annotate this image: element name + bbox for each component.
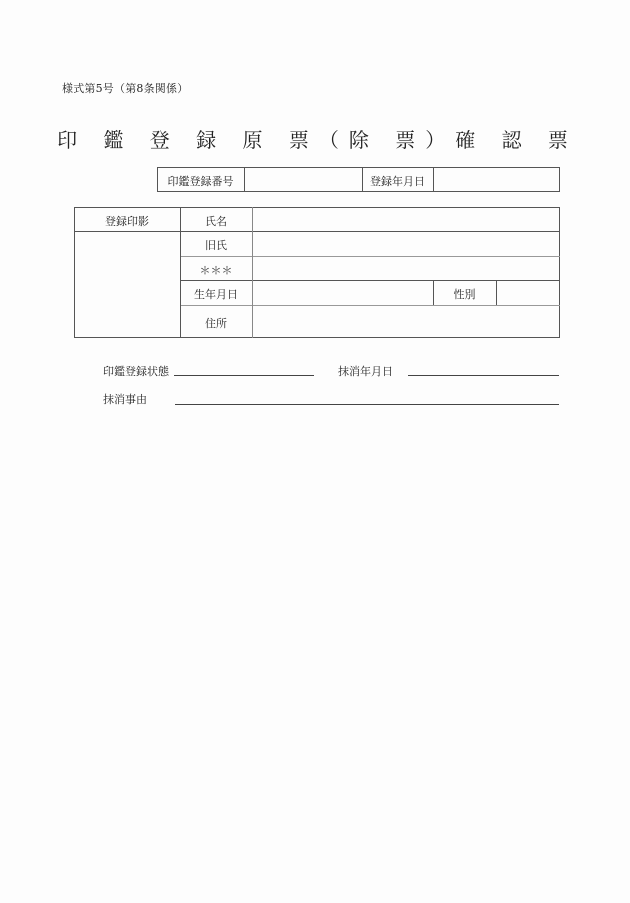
page-title: 印 鑑 登 録 原 票（除 票）確 認 票 [57, 128, 578, 152]
seal-number-field[interactable] [245, 168, 362, 191]
birth-date-label: 生年月日 [194, 288, 238, 301]
masked-field[interactable] [253, 257, 559, 280]
former-surname-field[interactable] [253, 232, 559, 256]
registration-status-line[interactable] [174, 375, 314, 376]
seal-impression-label: 登録印影 [105, 215, 149, 228]
registration-status-label: 印鑑登録状態 [103, 365, 169, 378]
form-number: 様式第5号（第8条関係） [62, 82, 189, 95]
table-border [74, 337, 560, 338]
table-border [157, 191, 560, 192]
registration-date-field[interactable] [434, 168, 559, 191]
table-border [559, 207, 560, 338]
former-surname-label: 旧氏 [205, 239, 227, 252]
seal-number-label: 印鑑登録番号 [167, 175, 234, 188]
name-label: 氏名 [205, 215, 227, 228]
gender-field[interactable] [497, 281, 559, 305]
table-border [559, 167, 560, 192]
cancellation-date-line[interactable] [408, 375, 559, 376]
name-field[interactable] [253, 208, 559, 231]
address-label: 住所 [205, 317, 227, 330]
masked-label: ＊＊＊ [199, 264, 233, 277]
gender-label: 性別 [453, 288, 476, 301]
cancellation-reason-line[interactable] [175, 404, 559, 405]
registration-date-label: 登録年月日 [370, 175, 425, 188]
address-field[interactable] [253, 306, 559, 337]
seal-impression-area [75, 232, 180, 337]
cancellation-date-label: 抹消年月日 [338, 365, 393, 378]
birth-date-field[interactable] [253, 281, 433, 305]
cancellation-reason-label: 抹消事由 [103, 393, 147, 406]
